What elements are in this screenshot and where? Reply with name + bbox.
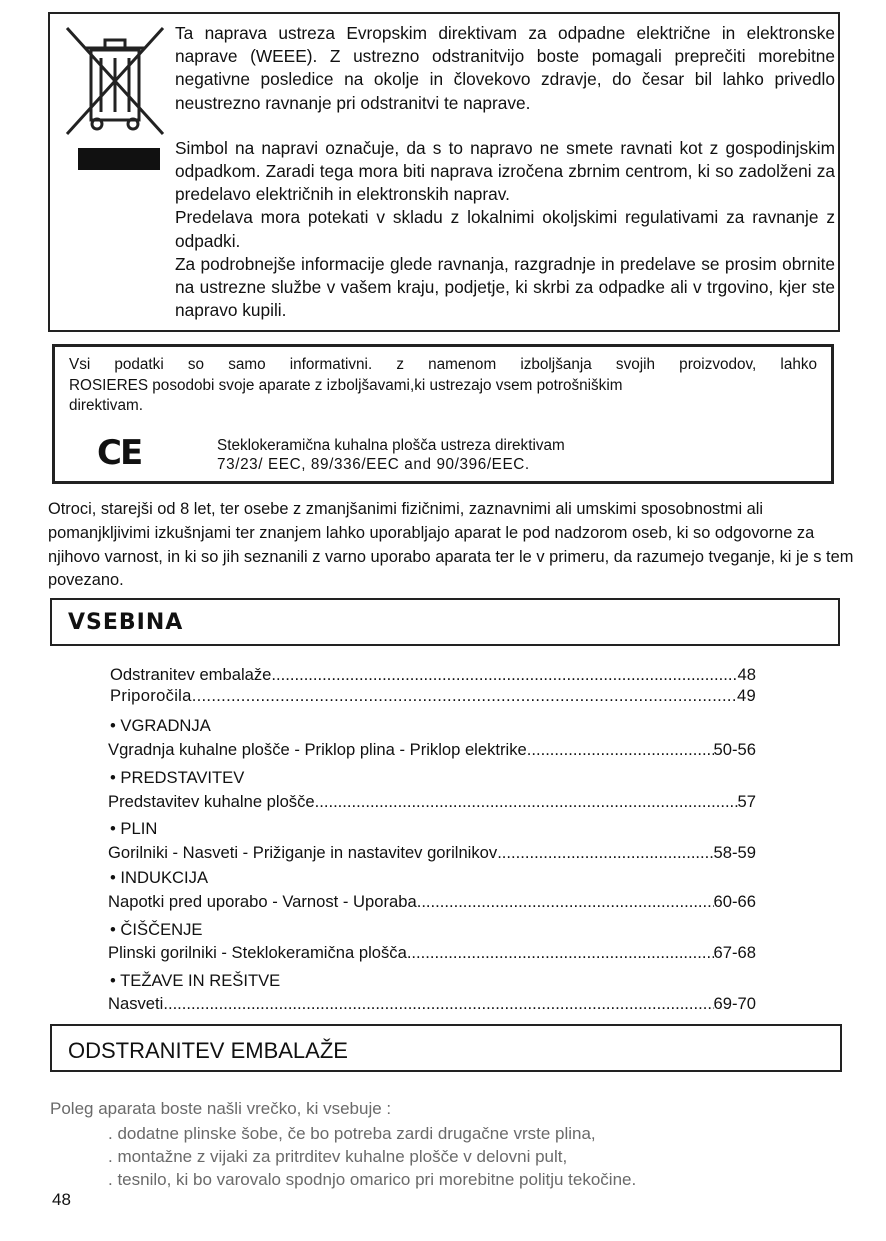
toc-entry: Priporočila ..... 49 bbox=[110, 685, 756, 707]
toc-section-heading: • VGRADNJA bbox=[110, 716, 211, 735]
ce-text-line-1: Steklokeramična kuhalna plošča ustreza direktivam bbox=[217, 437, 565, 454]
contents-header-box bbox=[50, 598, 840, 646]
section-title: ODSTRANITEV EMBALAŽE bbox=[68, 1038, 348, 1063]
weee-paragraph-2: Simbol na napravi označuje, da s to napravo ne smete ravnati kot z gospodinjskim odpadkom. Zaradi tega mora biti naprava izročena zbrnim centrom, ki so zadolženi za predelavo električnih in elektronskih naprav. bbox=[175, 137, 835, 205]
children-safety-notice: Otroci, starejši od 8 let, ter osebe z zmanjšanimi fizičnimi, zaznavnimi ali umskimi sposobnostmi ali pomanjkljivimi izkušnjami ter znanjem lahko uporabljajo aparat le pod nadzorom oseb, ki so odgovorne za njihovo varnost, in ki so jih seznanili z varno uporabo aparata ter le v primeru, da razumejo tveganje, ki je s tem povezano. bbox=[48, 500, 854, 590]
weee-black-bar bbox=[78, 148, 160, 170]
weee-paragraph-4: Za podrobnejše informacije glede ravnanja, razgradnje in predelave se prosim obrnite na ustrezne službe v vašem kraju, podjetje, ki skrbi za odpadke ali v trgovino, kjer ste napravo kupili. bbox=[175, 253, 835, 321]
section-list-item: . dodatne plinske šobe, če bo potreba zardi drugačne vrste plina, bbox=[108, 1124, 596, 1143]
toc-entry: Vgradnja kuhalne plošče - Priklop plina - Priklop elektrike ..... 50-56 bbox=[108, 739, 756, 761]
crossed-out-bin-icon bbox=[65, 24, 165, 136]
info-box bbox=[52, 344, 834, 484]
section-intro: Poleg aparata boste našli vrečko, ki vsebuje : bbox=[50, 1099, 392, 1118]
weee-paragraph-1: Ta naprava ustreza Evropskim direktivam za odpadne električne in elektronske naprave (WEEE). Z ustrezno odstranitvijo boste pomagali preprečiti morebitne negativne posledice na okolje in človekovo zdravje, do česar bil lahko privedlo neustrezno ravnanje pri odstranitvi te naprave. bbox=[175, 23, 835, 113]
disclaimer-line-2: ROSIERES posodobi svoje aparate z izboljšavami,ki ustrezajo vsem potrošniškim bbox=[69, 376, 623, 394]
section-list-item: . tesnilo, ki bo varovalo spodnjo omarico pri morebitne politju tekočine. bbox=[108, 1170, 637, 1189]
toc-section-heading: • PREDSTAVITEV bbox=[110, 768, 245, 787]
toc-section-heading: • TEŽAVE IN REŠITVE bbox=[110, 971, 281, 990]
toc-entry: Predstavitev kuhalne plošče ..... 57 bbox=[108, 791, 756, 813]
ce-mark-icon: CE bbox=[97, 433, 142, 473]
section-header-box bbox=[50, 1024, 842, 1072]
toc-entry: Nasveti ..... 69-70 bbox=[108, 993, 756, 1015]
disclaimer-line-1: Vsi podatki so samo informativni. z namenom izboljšanja svojih proizvodov, lahko bbox=[69, 356, 817, 373]
toc-entry: Gorilniki - Nasveti - Prižiganje in nastavitev gorilnikov ..... 58-59 bbox=[108, 842, 756, 864]
section-list-item: . montažne z vijaki za pritrditev kuhalne plošče v delovni pult, bbox=[108, 1147, 568, 1166]
toc-section-heading: • PLIN bbox=[110, 819, 158, 838]
toc-section-heading: • INDUKCIJA bbox=[110, 868, 209, 887]
weee-paragraph-3: Predelava mora potekati v skladu z lokalnimi okoljskimi regulativami za ravnanje z odpadki. bbox=[175, 207, 835, 251]
page-number: 48 bbox=[52, 1190, 71, 1209]
toc-entry: Plinski gorilniki - Steklokeramična plošča ..... 67-68 bbox=[108, 942, 756, 964]
toc-entry: Odstranitev embalaže ..... 48 bbox=[110, 664, 756, 686]
ce-text-line-2: 73/23/ EEC, 89/336/EEC and 90/396/EEC. bbox=[217, 455, 530, 473]
weee-notice-box bbox=[48, 12, 840, 332]
contents-title: VSEBINA bbox=[68, 610, 184, 635]
toc-entry: Napotki pred uporabo - Varnost - Uporaba ..... 60-66 bbox=[108, 891, 756, 913]
toc-section-heading: • ČIŠČENJE bbox=[110, 920, 203, 939]
disclaimer-line-3: direktivam. bbox=[69, 397, 143, 414]
